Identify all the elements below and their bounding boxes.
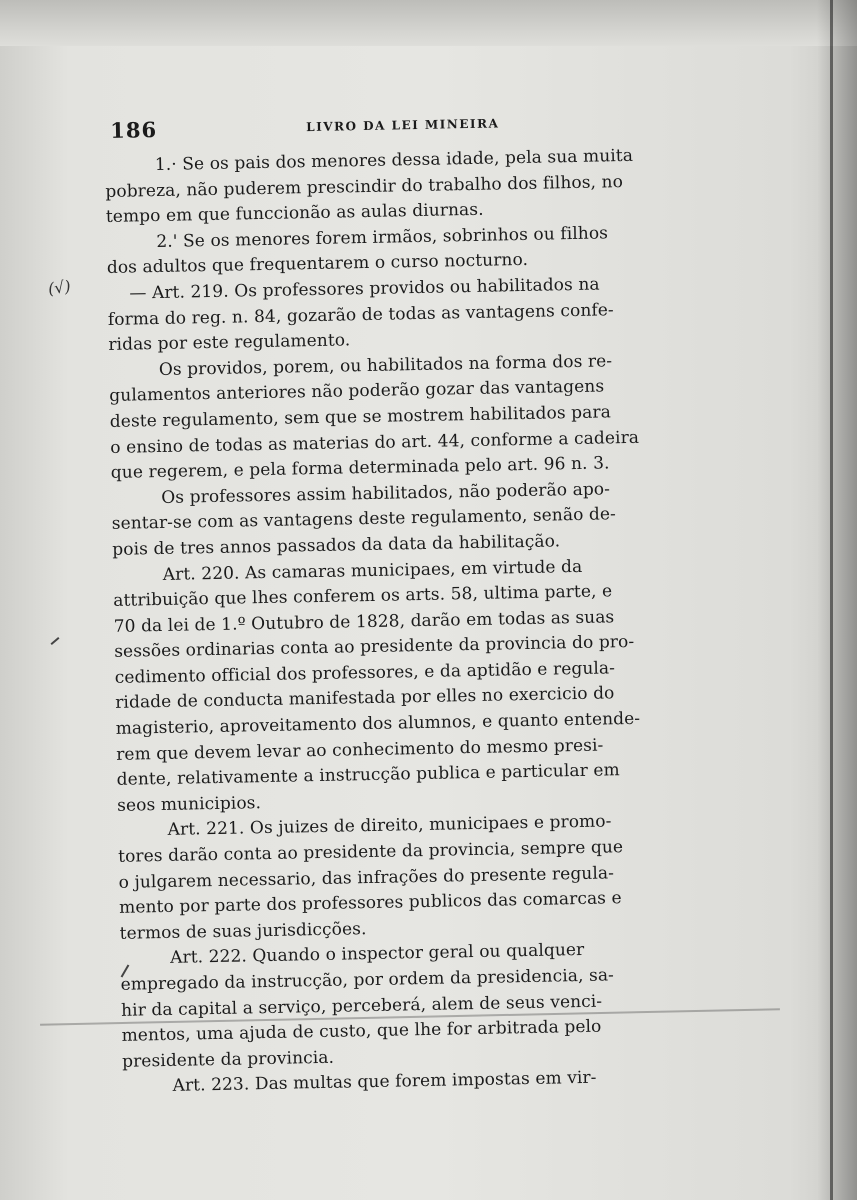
text-line: 2.' Se os menores forem irmãos, sobrinhos ou filhos (156, 223, 609, 252)
page-number: 186 (109, 116, 158, 143)
book-page (104, 107, 713, 1101)
text-line: que regerem, e pela forma determinada pelo art. 96 n. 3. (110, 453, 610, 484)
text-line: termos de suas jurisdicções. (119, 918, 367, 944)
text-line: o ensino de todas as materias do art. 44, conforme a cadeira (110, 427, 640, 458)
text-line: tempo em que funccionão as aulas diurnas. (105, 199, 484, 228)
text-line: cedimento official dos professores, e da aptidão e regula- (114, 658, 616, 688)
handwritten-margin-note: (√) (46, 276, 72, 299)
text-line: attribuição que lhes conferem os arts. 58, ultima parte, e (113, 581, 613, 612)
page-top-edge (0, 0, 857, 46)
text-line: Os providos, porem, ou habilitados na forma dos re- (158, 351, 613, 380)
text-line: sentar-se com as vantagens deste regulamento, senão de- (111, 504, 617, 535)
text-line: dos adultos que frequentarem o curso nocturno. (106, 250, 529, 279)
text-line: Art. 220. As camaras municipaes, em virtude da (162, 556, 583, 585)
text-line: sessões ordinarias conta ao presidente da provincia do pro- (114, 632, 635, 663)
text-line: deste regulamento, sem que se mostrem habilitados para (109, 402, 612, 432)
text-line: forma do reg. n. 84, gozarão de todas as vantagens confe- (107, 299, 614, 330)
text-line: o julgarem necessario, das infrações do presente regula- (118, 862, 615, 893)
text-line: Os professores assim habilitados, não poderão apo- (161, 479, 611, 508)
text-line: pobreza, não puderem prescindir do trabalho dos filhos, no (105, 171, 624, 202)
text-line: mento por parte dos professores publicos das comarcas e (118, 888, 622, 919)
text-line: empregado da instrucção, por ordem da presidencia, sa- (120, 965, 615, 995)
text-line: presidente da provincia. (121, 1047, 335, 1072)
text-line: pois de tres annos passados da data da habilitação. (112, 531, 561, 560)
text-line: ridas por este regulamento. (108, 330, 351, 356)
text-line: rem que devem levar ao conhecimento do mesmo presi- (116, 735, 604, 765)
text-line: magisterio, aproveitamento dos alumnos, e quanto entende- (115, 708, 641, 739)
text-line: Art. 222. Quando o inspector geral ou qualquer (169, 940, 585, 969)
text-line: ridade de conducta manifestada por elles no exercicio do (115, 683, 615, 714)
text-line: tores darão conta ao presidente da provincia, sempre que (117, 837, 624, 867)
text-line: seos municipios. (117, 792, 262, 816)
text-line: 70 da lei de 1.º Outubro de 1828, darão em todas as suas (113, 606, 615, 637)
text-line: hir da capital a serviço, perceberá, alem de seus venci- (120, 991, 603, 1021)
text-line: mentos, uma ajuda de custo, que lhe for arbitrada pelo (121, 1016, 602, 1047)
running-title: LIVRO DA LEI MINEIRA (306, 116, 500, 135)
text-line: Art. 223. Das multas que forem impostas em vir- (172, 1068, 597, 1097)
text-line: dente, relativamente a instrucção publica e particular em (116, 760, 620, 791)
text-line: gulamentos anteriores não poderão gozar das vantagens (109, 376, 605, 407)
page-right-shadow (817, 0, 857, 1200)
text-line: 1.· Se os pais dos menores dessa idade, pela sua muita (154, 145, 634, 176)
text-line: Art. 221. Os juizes de direito, municipaes e promo- (167, 811, 612, 841)
text-line: — Art. 219. Os professores providos ou habilitados na (129, 274, 600, 304)
